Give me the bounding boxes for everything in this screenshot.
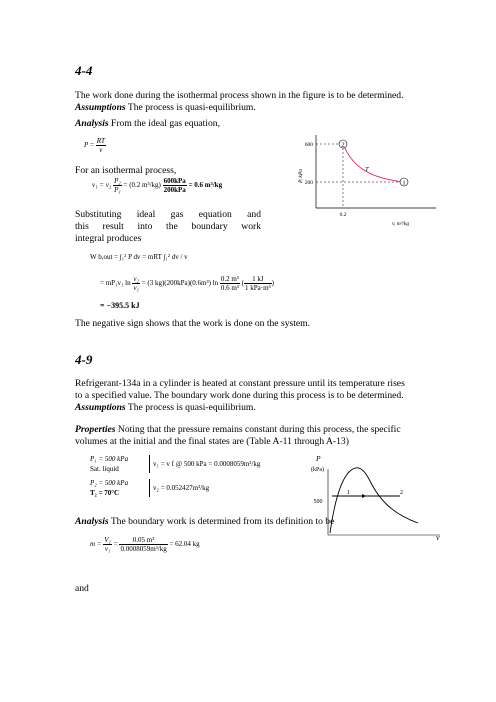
mass-equation: m = $\frac{\text{V₁}}{\text{v₁}}$ = $\frac{\text{0.05 m³}}{\text{0.0008059m³/kg}}$ = 62.04 kg: [90, 536, 200, 553]
properties-text: Noting that the pressure remains constant during this process, the specific: [115, 424, 401, 435]
analysis-text: From the ideal gas equation,: [108, 118, 220, 129]
y-tick-600: 600: [304, 142, 313, 148]
ideal-gas-equation: P = $\frac{RT}{v}$: [84, 137, 105, 154]
assumptions-line: [75, 402, 256, 414]
problem-number: 4-4: [75, 63, 93, 78]
analysis-label: Analysis: [75, 118, 109, 129]
state-2-label: 2: [400, 490, 403, 496]
y-axis-label: P, kPa: [298, 169, 304, 183]
problem-statement-line-2: to a specified value. The boundary work done during this process is to be determined.: [75, 390, 404, 401]
r134a-pv-diagram: [300, 455, 450, 545]
analysis-text: The boundary work is determined from its definition to be: [108, 516, 335, 527]
y-axis-label: P: [316, 455, 321, 463]
curve-label: T: [365, 166, 369, 173]
state-1-label: 1: [347, 490, 350, 496]
substituting-text-3: integral produces: [75, 233, 142, 244]
y-tick-500: 500: [313, 499, 323, 505]
problem-statement-line-1: Refrigerant-134a in a cylinder is heated at constant pressure until its temperature rises: [75, 378, 405, 389]
x-axis-label: v: [436, 533, 440, 542]
state-1-brace: [146, 455, 150, 473]
state-2-brace: [146, 479, 150, 497]
assumptions-label: Assumptions: [75, 102, 126, 113]
boundary-work-equation-1: W b,out = ∫₁² P dv = mRT ∫₁² dv / v: [90, 253, 188, 261]
properties-line-2: volumes at the initial and the final states are (Table A-11 through A-13): [75, 436, 349, 447]
boundary-work-result: = −395.5 kJ: [100, 301, 140, 310]
state-2-conditions: P₂ = 500 kPa T₂ = 70°C: [90, 479, 129, 497]
properties-label: Properties: [75, 424, 116, 435]
y-axis-unit: (kPa): [311, 467, 324, 473]
isotherm-curve: [341, 141, 404, 182]
state-1-result: v₁ = v f @ 500 kPa = 0.0008059m³/kg: [153, 460, 261, 468]
assumptions-text: The process is quasi-equilibrium.: [125, 102, 256, 113]
specific-volume-equation: v₁ = v₂ $\frac{\text{P₂}}{\text{P₁}}$ = (0.2 m³/kg) $\frac{\text{600kPa}}{\text{200kPa}}$ = 0.6 m³/kg: [92, 177, 223, 194]
and-text: and: [75, 583, 89, 594]
state-1-label: 1: [402, 179, 406, 187]
boundary-work-equation-2: = mP₁v₁ ln $\frac{\text{v₂}}{\text{v₁}}$ = (3 kg)(200kPa)(0.6m³) ln $\frac{\text{0.2 m³}}{\text{0.6 m³}}$ ( $\frac{1 kJ}{\text{1 kPa·m³}}$ ): [100, 275, 274, 292]
substituting-text-1: Substituting ideal gas equation and: [75, 209, 261, 220]
assumptions-text: The process is quasi-equilibrium.: [125, 402, 256, 413]
assumptions-line: [75, 102, 256, 114]
state-1-conditions: P₁ = 500 kPa Sat. liquid: [90, 455, 129, 473]
isothermal-pv-diagram: [294, 130, 444, 230]
problem-statement: The work done during the isothermal process shown in the figure is to be determined.: [75, 90, 404, 101]
process-arrow: [362, 494, 366, 498]
analysis-line: [75, 118, 220, 130]
isothermal-text: For an isothermal process,: [75, 165, 177, 176]
substituting-text-2: this result into the boundary work: [75, 221, 261, 232]
x-tick-0-2: 0.2: [339, 212, 347, 218]
properties-line-1: [75, 424, 401, 436]
x-axis-label: v, m³/kg: [392, 221, 410, 227]
state-2-label: 2: [341, 141, 345, 149]
analysis-line: [75, 516, 334, 528]
conclusion-text: The negative sign shows that the work is done on the system.: [75, 318, 311, 329]
saturation-dome: [330, 468, 418, 533]
state-2-result: v₂ = 0.052427m³/kg: [153, 484, 210, 492]
y-tick-200: 200: [304, 180, 313, 186]
assumptions-label: Assumptions: [75, 402, 126, 413]
analysis-label: Analysis: [75, 516, 109, 527]
problem-number: 4-9: [75, 352, 93, 367]
